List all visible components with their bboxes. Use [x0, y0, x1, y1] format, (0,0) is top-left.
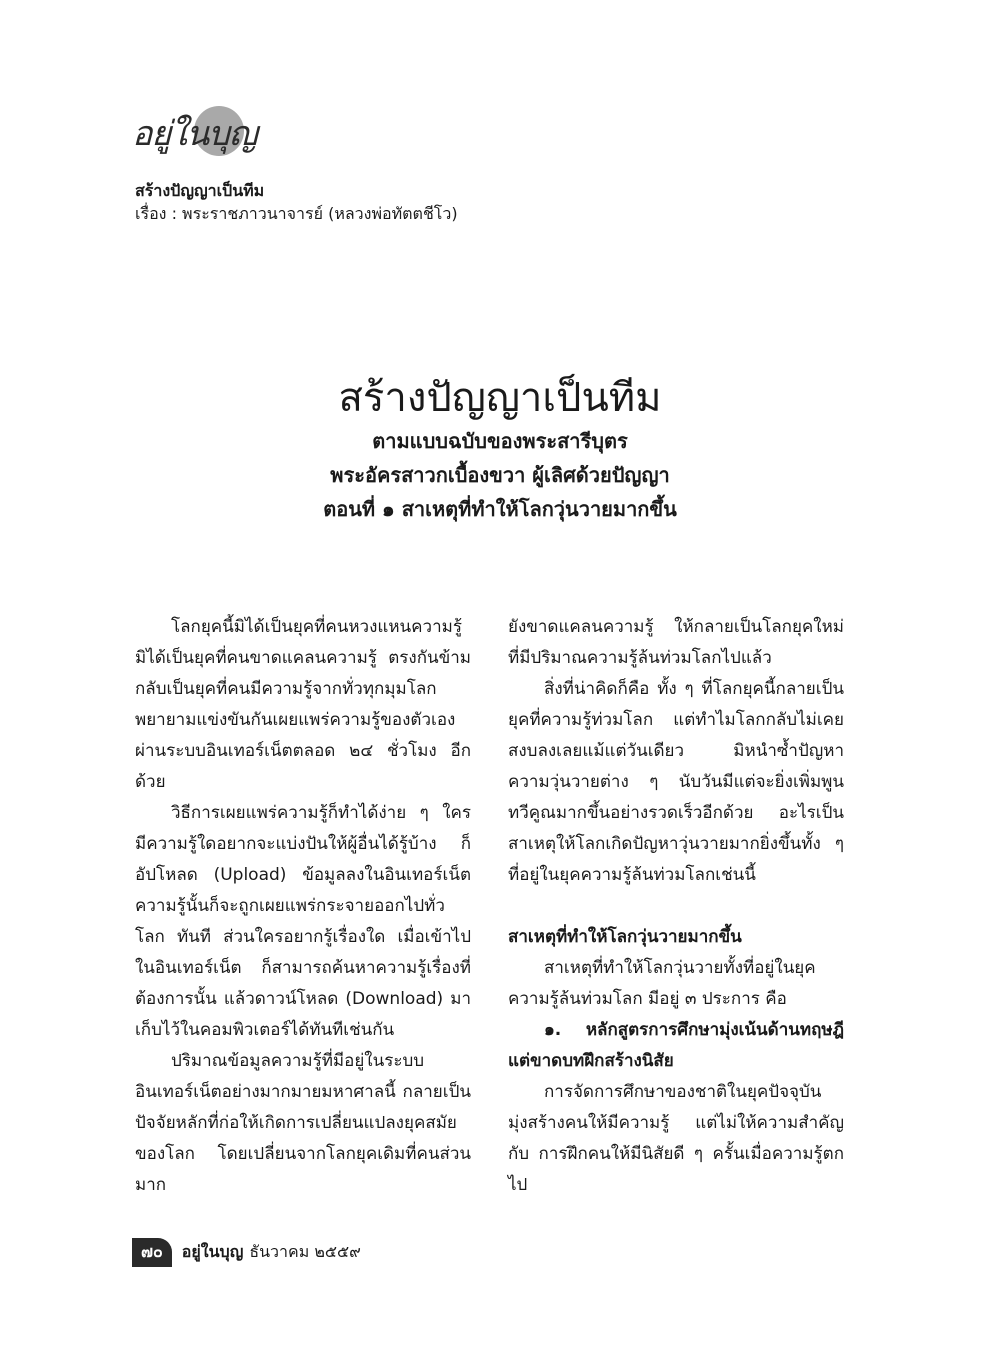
running-header-title: สร้างปัญญาเป็นทีม [135, 181, 265, 200]
paragraph: ยังขาดแคลนความรู้ ให้กลายเป็นโลกยุคใหม่ ที่มีปริมาณความรู้ล้นท่วมโลกไปแล้ว [508, 617, 844, 668]
article-subtitle-2: พระอัครสาวกเบื้องขวา ผู้เลิศด้วยปัญญา [330, 463, 670, 487]
paragraph: สิ่งที่น่าคิดก็คือ ทั้ง ๆ ที่โลกยุคนี้กลายเป็น ยุคที่ความรู้ท่วมโลก แต่ทำไมโลกกลับไม่เคย สงบลงเลยแม้แต่วันเดียว มิหนำซ้ำปัญหา ความวุ่นวายต่าง ๆ นับวันมีแต่จะยิ่งเพิ่มพูน ทวีคูณมากขึ้นอย่างรวดเร็วอีกด้วย อะไรเป็น สาเหตุให้โลกเกิดปัญหาวุ่นวายมากยิ่งขึ้นทั้ง ๆ ที่อยู่ในยุคความรู้ล้นท่วมโลกเช่นนี้ [508, 679, 844, 885]
right-column [508, 612, 844, 1201]
article-subtitle-3: ตอนที่ ๑ สาเหตุที่ทำให้โลกวุ่นวายมากขึ้น [323, 497, 677, 521]
left-column [135, 612, 471, 1201]
article-title: สร้างปัญญาเป็นทีม [338, 375, 662, 421]
page-number: ๗๐ [132, 1238, 172, 1267]
article-title-block [0, 372, 1000, 526]
magazine-name: อยู่ในบุญ [181, 1241, 244, 1261]
paragraph: สาเหตุที่ทำให้โลกวุ่นวายทั้งที่อยู่ในยุค ความรู้ล้นท่วมโลก มีอยู่ ๓ ประการ คือ [508, 958, 816, 1009]
section-heading: สาเหตุที่ทำให้โลกวุ่นวายมากขึ้น [508, 927, 742, 947]
magazine-logo [132, 102, 262, 172]
paragraph: การจัดการศึกษาของชาติในยุคปัจจุบัน มุ่งสร้างคนให้มีความรู้ แต่ไม่ให้ความสำคัญกับ การฝึกคนให้มีนิสัยดี ๆ ครั้นเมื่อความรู้ตกไป [508, 1082, 844, 1195]
logo-text: อยู่ในบุญ [132, 114, 257, 154]
article-subtitle-1: ตามแบบฉบับของพระสารีบุตร [372, 429, 628, 453]
numbered-point: ๑. หลักสูตรการศึกษามุ่งเน้นด้านทฤษฎี แต่ขาดบทฝึกสร้างนิสัย [508, 1020, 844, 1071]
page-footer [132, 1238, 361, 1266]
author-byline: เรื่อง : พระราชภาวนาจารย์ (หลวงพ่อทัตตชีโว) [135, 204, 458, 223]
section-spacer [508, 891, 844, 922]
paragraph: วิธีการเผยแพร่ความรู้ก็ทำได้ง่าย ๆ ใคร มีความรู้ใดอยากจะแบ่งปันให้ผู้อื่นได้รู้บ้าง ก็ อัปโหลด (Upload) ข้อมูลลงในอินเทอร์เน็ต ความรู้นั้นก็จะถูกเผยแพร่กระจายออกไปทั่วโลก ทันที ส่วนใครอยากรู้เรื่องใด เมื่อเข้าไป ในอินเทอร์เน็ต ก็สามารถค้นหาความรู้เรื่องที่ ต้องการนั้น แล้วดาวน์โหลด (Download) มาเก็บไว้ในคอมพิวเตอร์ได้ทันทีเช่นกัน [135, 803, 471, 1040]
paragraph: โลกยุคนี้มิได้เป็นยุคที่คนหวงแหนความรู้ มิได้เป็นยุคที่คนขาดแคลนความรู้ ตรงกันข้าม กลับเป็นยุคที่คนมีความรู้จากทั่วทุกมุมโลก พยายามแข่งขันกันเผยแพร่ความรู้ของตัวเอง ผ่านระบบอินเทอร์เน็ตตลอด ๒๔ ชั่วโมง อีกด้วย [135, 617, 471, 792]
issue-date: ธันวาคม ๒๕๕๙ [249, 1241, 361, 1261]
paragraph: ปริมาณข้อมูลความรู้ที่มีอยู่ในระบบ อินเทอร์เน็ตอย่างมากมายมหาศาลนี้ กลายเป็น ปัจจัยหลักที่ก่อให้เกิดการเปลี่ยนแปลงยุคสมัย ของโลก โดยเปลี่ยนจากโลกยุคเดิมที่คนส่วนมาก [135, 1051, 471, 1195]
